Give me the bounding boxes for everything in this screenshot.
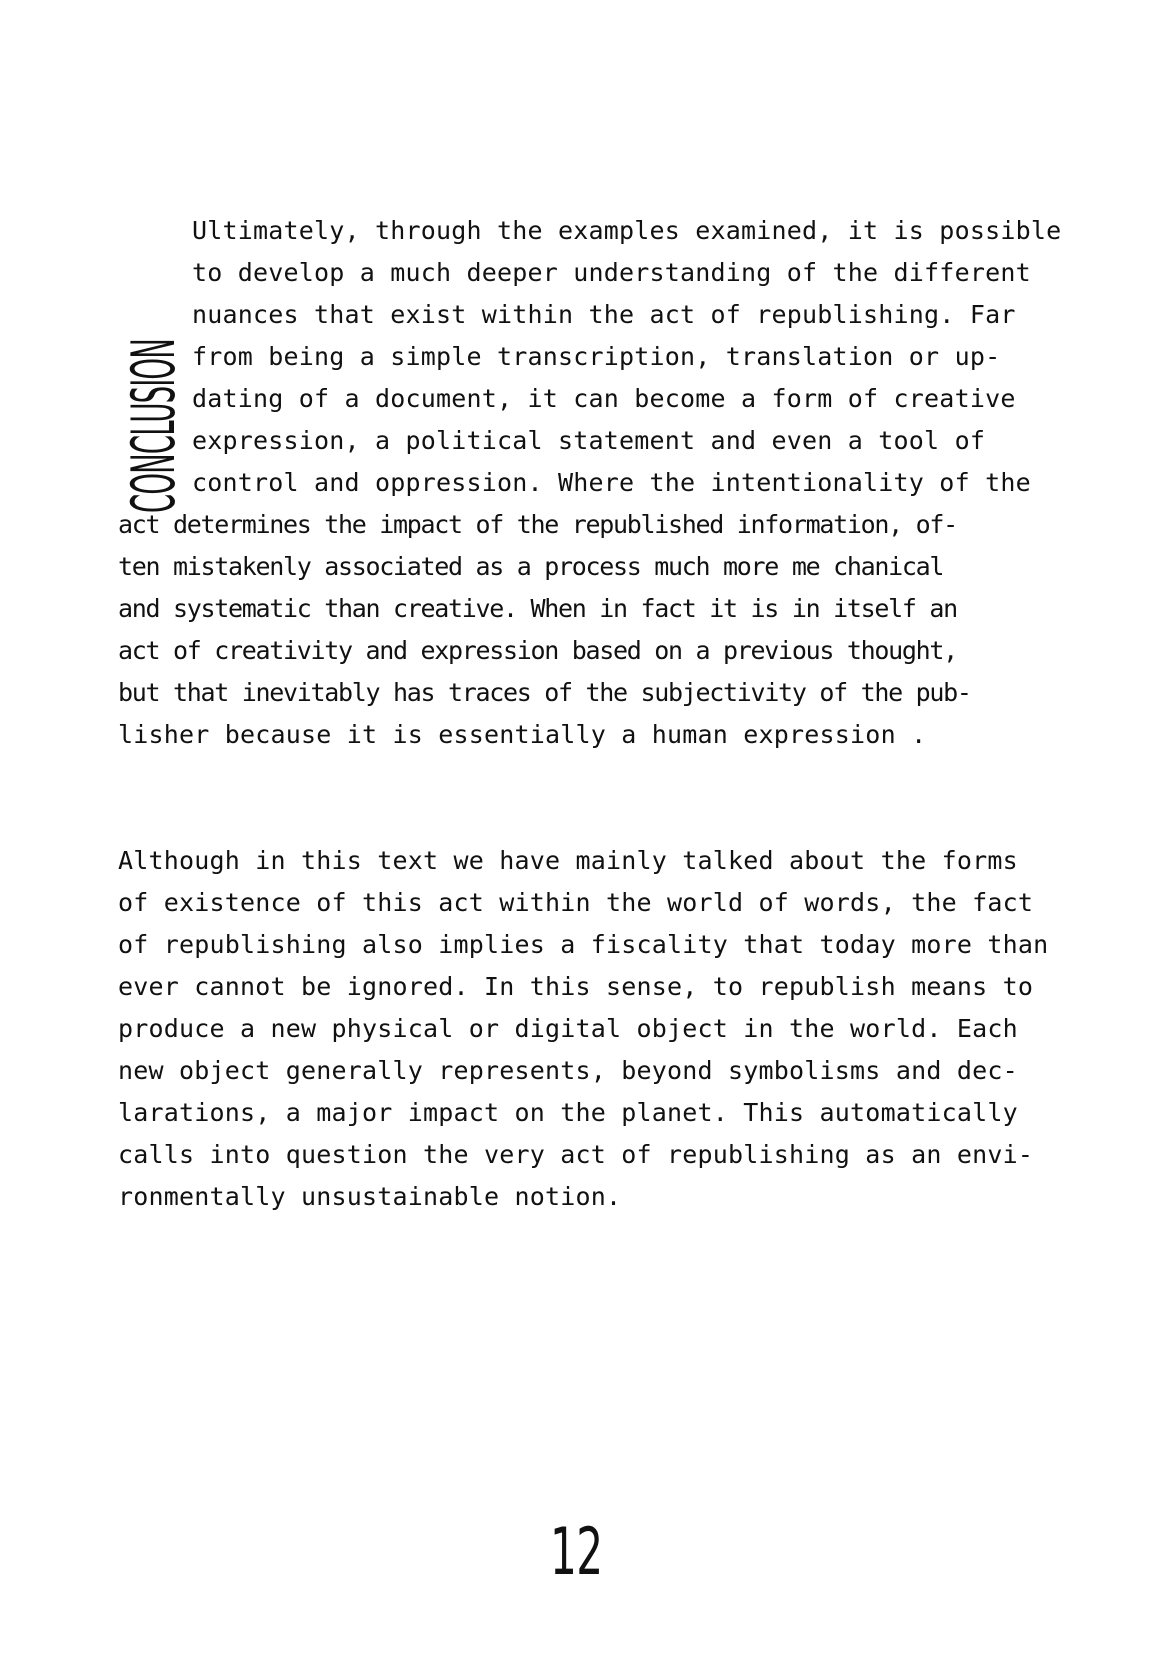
paragraph-1-line-12: but that inevitably has traces of the subjectivity of the pub- [118, 678, 971, 707]
paragraph-2-line-4: ever cannot be ignored. In this sense, to republish means to [118, 972, 1034, 1001]
paragraph-1-line-13: lisher because it is essentially a human expression . [118, 720, 927, 749]
paragraph-2-line-8: calls into question the very act of republishing as an envi- [118, 1140, 1034, 1169]
page-number-container [550, 1515, 630, 1590]
paragraph-1-line-9: ten mistakenly associated as a process much more me chanical [118, 552, 944, 581]
conclusion-heading [119, 218, 189, 513]
paragraph-2-line-3: of republishing also implies a fiscality that today more than [118, 930, 1049, 959]
paragraph-1-line-2: to develop a much deeper understanding of the different [192, 258, 1031, 287]
paragraph-2-line-9: ronmentally unsustainable notion. [118, 1182, 622, 1211]
paragraph-2-line-5: produce a new physical or digital object in the world. Each [118, 1014, 1018, 1043]
paragraph-1-line-4: from being a simple transcription, translation or up- [192, 342, 1001, 371]
paragraph-1-line-10: and systematic than creative. When in fact it is in itself an [118, 594, 957, 623]
paragraph-2-line-1: Although in this text we have mainly talked about the forms [118, 846, 1018, 875]
conclusion-heading-text: CONCLUSION [119, 339, 189, 513]
paragraph-1-line-7: control and oppression. Where the intentionality of the [192, 468, 1031, 497]
paragraph-1-line-6: expression, a political statement and even a tool of [192, 426, 986, 455]
paragraph-1-line-11: act of creativity and expression based on a previous thought, [118, 636, 957, 665]
paragraph-1-line-8: act determines the impact of the republished information, of- [118, 510, 957, 539]
paragraph-1-line-1: Ultimately, through the examples examined, it is possible [192, 216, 1062, 245]
paragraph-1-line-3: nuances that exist within the act of republishing. Far [192, 300, 1016, 329]
paragraph-2-line-7: larations, a major impact on the planet. This automatically [118, 1098, 1018, 1127]
paragraph-2-line-2: of existence of this act within the world of words, the fact [118, 888, 1034, 917]
paragraph-2-line-6: new object generally represents, beyond symbolisms and dec- [118, 1056, 1018, 1085]
conclusion-heading-container [119, 218, 189, 513]
page-number: 12 [550, 1515, 603, 1590]
paragraph-1-line-5: dating of a document, it can become a form of creative [192, 384, 1016, 413]
